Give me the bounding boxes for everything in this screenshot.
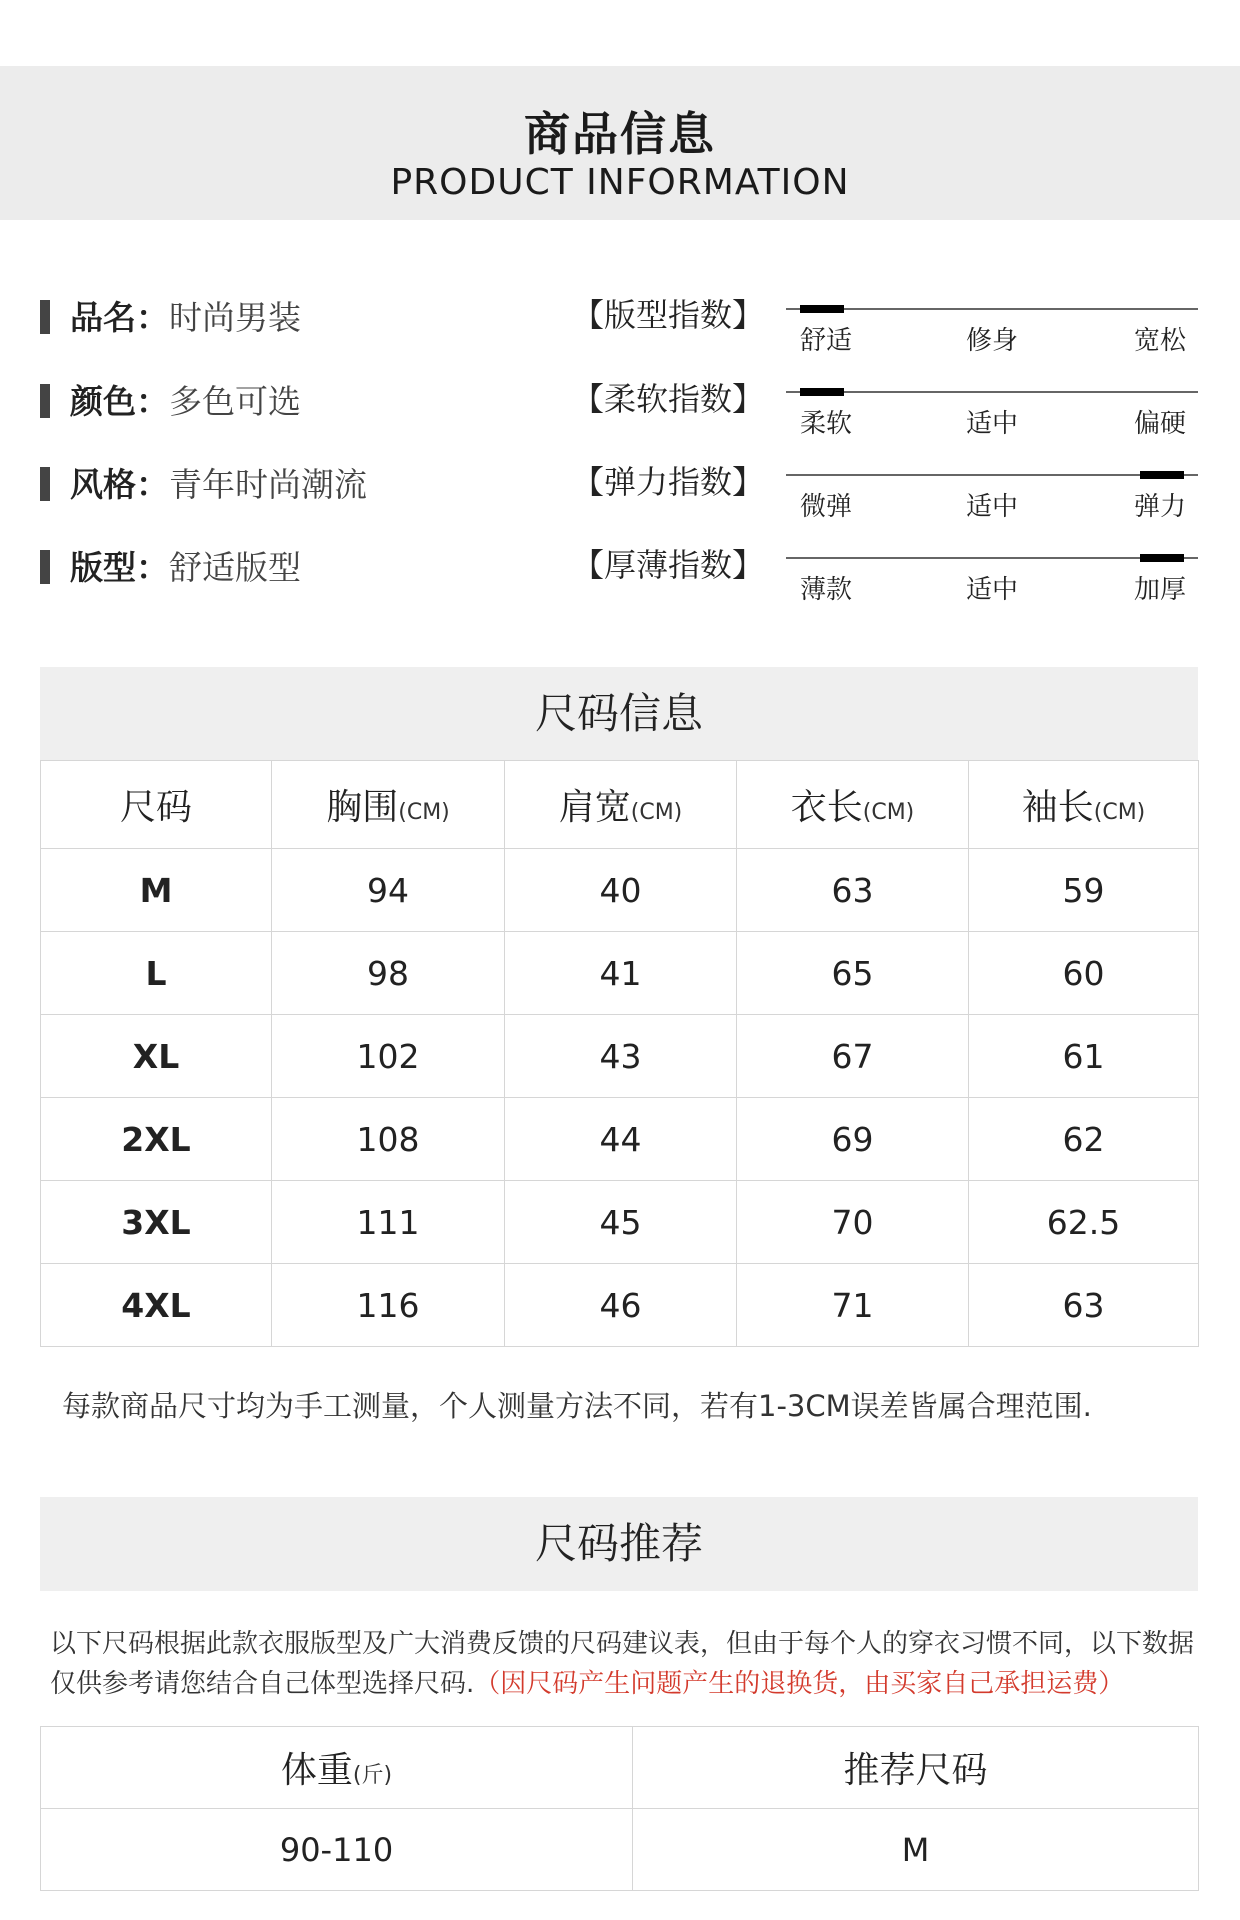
- scale-option: 宽松: [1133, 326, 1186, 356]
- shoulder-cell: 41: [505, 932, 737, 1015]
- table-row: [41, 1181, 1199, 1264]
- shoulder-cell: 46: [505, 1264, 737, 1347]
- recommend-note: [50, 1624, 1196, 1704]
- attribute-value: 舒适版型: [169, 548, 301, 587]
- attribute-marker: [40, 467, 50, 501]
- attribute-label: 风格：: [70, 465, 169, 504]
- index-scale-fit: [786, 296, 1198, 356]
- index-label-elasticity: 【弹力指数】: [572, 463, 765, 501]
- header-cell: [737, 761, 969, 849]
- recommend-table-header: [41, 1727, 1199, 1809]
- header-unit: (斤): [352, 1763, 393, 1788]
- scale-line: [786, 474, 1198, 476]
- size-cell: 4XL: [41, 1264, 272, 1347]
- attribute-label: 版型：: [70, 548, 169, 587]
- size-cell: M: [41, 849, 272, 932]
- sleeve-cell: 62.5: [969, 1181, 1199, 1264]
- table-row: [41, 1098, 1199, 1181]
- scale-line: [786, 391, 1198, 393]
- length-cell: 71: [737, 1264, 969, 1347]
- recommended-size-cell: M: [633, 1809, 1199, 1891]
- header-cell: [505, 761, 737, 849]
- attribute-value: 时尚男装: [169, 298, 301, 337]
- header-title-en: PRODUCT INFORMATION: [390, 162, 850, 203]
- chest-cell: 116: [272, 1264, 505, 1347]
- size-info-title: 尺码信息: [40, 667, 1198, 761]
- scale-option: 舒适: [800, 326, 853, 356]
- length-cell: 63: [737, 849, 969, 932]
- scale-option: 适中: [966, 492, 1019, 522]
- scale-option: 适中: [966, 409, 1019, 439]
- header-name: 肩宽: [558, 787, 631, 828]
- scale-option: 柔软: [800, 409, 853, 439]
- header-cell: [633, 1727, 1199, 1809]
- header-unit: (CM): [862, 800, 915, 825]
- shoulder-cell: 44: [505, 1098, 737, 1181]
- header-name: 尺码: [119, 787, 192, 828]
- attribute-marker: [40, 550, 50, 584]
- measurement-note: 每款商品尺寸均为手工测量，个人测量方法不同，若有1-3CM误差皆属合理范围.: [62, 1389, 1092, 1423]
- scale-option: 弹力: [1133, 492, 1186, 522]
- header-name: 胸围: [326, 787, 399, 828]
- table-row: [41, 849, 1199, 932]
- attribute-marker: [40, 300, 50, 334]
- header-title-cn: 商品信息: [524, 107, 716, 161]
- header-unit: (CM): [630, 800, 683, 825]
- product-info-header: [0, 66, 1240, 220]
- sleeve-cell: 61: [969, 1015, 1199, 1098]
- index-scale-softness: [786, 379, 1198, 439]
- scale-option: 微弹: [800, 492, 853, 522]
- header-name: 体重: [280, 1750, 353, 1791]
- index-label-softness: 【柔软指数】: [572, 380, 765, 418]
- shoulder-cell: 45: [505, 1181, 737, 1264]
- attribute-label: 品名：: [70, 298, 169, 337]
- attribute-marker: [40, 384, 50, 418]
- size-cell: XL: [41, 1015, 272, 1098]
- index-label-fit: 【版型指数】: [572, 296, 765, 334]
- recommend-warning: （因尺码产生问题产生的退换货，由买家自己承担运费）: [474, 1669, 1125, 1699]
- header-cell: [41, 1727, 633, 1809]
- scale-line: [786, 308, 1198, 310]
- attribute-value: 青年时尚潮流: [169, 465, 367, 504]
- header-unit: (CM): [398, 800, 450, 825]
- length-cell: 65: [737, 932, 969, 1015]
- chest-cell: 94: [272, 849, 505, 932]
- header-unit: (CM): [1093, 800, 1146, 825]
- header-name: 衣长: [790, 787, 863, 828]
- length-cell: 70: [737, 1181, 969, 1264]
- size-table: [40, 760, 1199, 1347]
- header-cell: [41, 761, 272, 849]
- sleeve-cell: 59: [969, 849, 1199, 932]
- shoulder-cell: 40: [505, 849, 737, 932]
- recommend-table: [40, 1726, 1199, 1891]
- scale-option: 适中: [966, 575, 1019, 605]
- sleeve-cell: 62: [969, 1098, 1199, 1181]
- chest-cell: 102: [272, 1015, 505, 1098]
- table-row: [41, 1264, 1199, 1347]
- table-row: [41, 1809, 1199, 1891]
- sleeve-cell: 63: [969, 1264, 1199, 1347]
- scale-marker: [1140, 471, 1184, 479]
- header-cell: [272, 761, 505, 849]
- table-row: [41, 932, 1199, 1015]
- scale-option: 偏硬: [1133, 409, 1186, 439]
- index-scale-elasticity: [786, 462, 1198, 522]
- scale-marker: [1140, 554, 1184, 562]
- size-table-header: [41, 761, 1199, 849]
- chest-cell: 108: [272, 1098, 505, 1181]
- scale-option: 修身: [966, 326, 1019, 356]
- size-cell: 2XL: [41, 1098, 272, 1181]
- table-row: [41, 1015, 1199, 1098]
- scale-marker: [800, 305, 844, 313]
- shoulder-cell: 43: [505, 1015, 737, 1098]
- attribute-label: 颜色：: [70, 382, 169, 421]
- scale-option: 薄款: [800, 575, 853, 605]
- attribute-value: 多色可选: [169, 382, 301, 421]
- scale-line: [786, 557, 1198, 559]
- chest-cell: 98: [272, 932, 505, 1015]
- size-recommend-title: 尺码推荐: [40, 1497, 1198, 1591]
- scale-option: 加厚: [1133, 575, 1186, 605]
- index-label-thickness: 【厚薄指数】: [572, 546, 765, 584]
- length-cell: 67: [737, 1015, 969, 1098]
- header-cell: [969, 761, 1199, 849]
- header-name: 推荐尺码: [843, 1750, 988, 1791]
- recommend-note-text: 以下尺码根据此款衣服版型及广大消费反馈的尺码建议表，但由于每个人的穿衣习惯不同，以下数据仅供参考请您结合自己体型选择尺码.: [50, 1629, 1195, 1699]
- weight-cell: 90-110: [41, 1809, 633, 1891]
- size-cell: 3XL: [41, 1181, 272, 1264]
- scale-marker: [800, 388, 844, 396]
- size-cell: L: [41, 932, 272, 1015]
- length-cell: 69: [737, 1098, 969, 1181]
- sleeve-cell: 60: [969, 932, 1199, 1015]
- index-scale-thickness: [786, 545, 1198, 605]
- chest-cell: 111: [272, 1181, 505, 1264]
- header-name: 袖长: [1021, 787, 1094, 828]
